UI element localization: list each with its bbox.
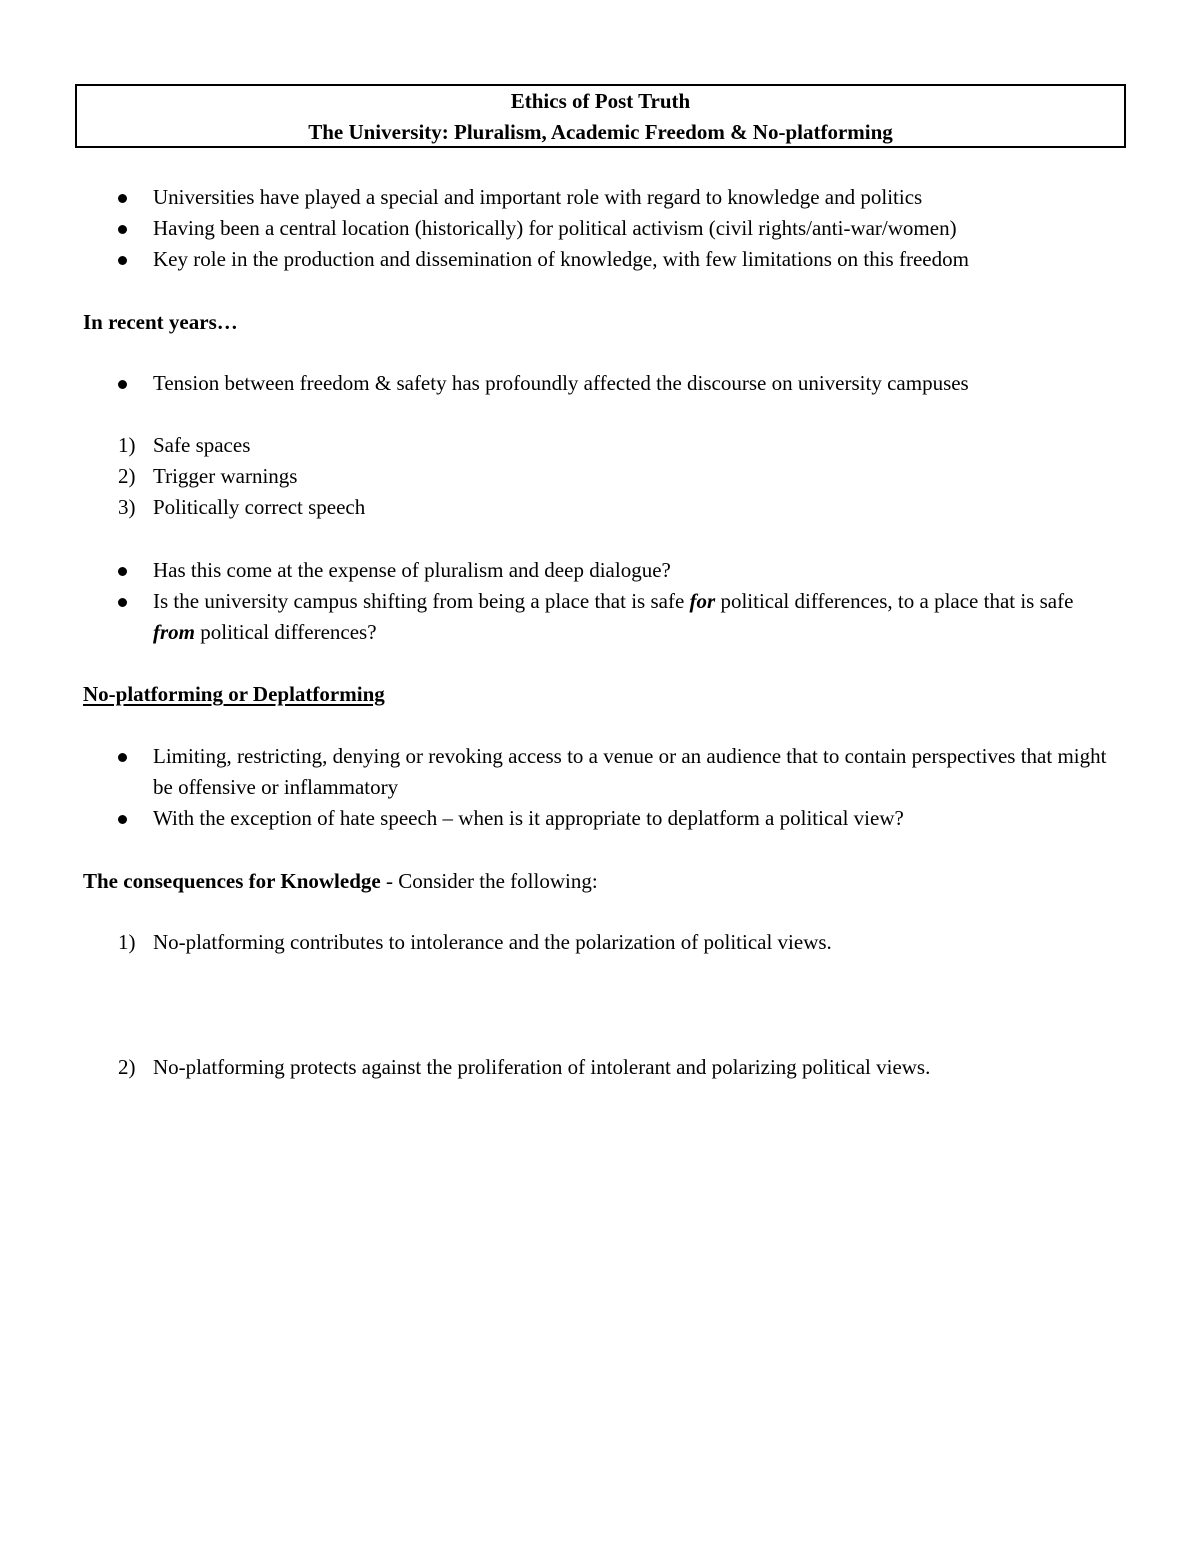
bullet-icon — [118, 225, 127, 234]
list-item: 2) No-platforming protects against the proliferation of intolerant and polarizing political views. — [118, 1055, 931, 1079]
consequences-heading-line — [83, 866, 1113, 897]
recent-numbered-list — [83, 430, 1113, 523]
bullet-icon — [118, 194, 127, 203]
consequence-item-2-block — [83, 1052, 1113, 1083]
list-item: 2) Trigger warnings — [118, 464, 298, 488]
emphasis-from: from — [153, 620, 195, 644]
consequences-heading-block — [83, 866, 1113, 897]
title-box — [75, 84, 1126, 148]
questions-list — [83, 555, 1113, 648]
noplatform-bullet-list — [83, 741, 1113, 834]
bullet-icon — [118, 567, 127, 576]
recent-numbered-block — [83, 430, 1113, 523]
list-item: With the exception of hate speech – when is it appropriate to deplatform a political view? — [83, 803, 1113, 834]
questions-block — [83, 555, 1113, 648]
list-item: Tension between freedom & safety has profoundly affected the discourse on university campuses — [83, 368, 1113, 399]
bullet-icon — [118, 753, 127, 762]
noplatform-heading-block — [83, 679, 1113, 710]
recent-bullet-list — [83, 368, 1113, 399]
noplatform-bullets-block — [83, 741, 1113, 834]
list-item: 1) No-platforming contributes to intolerance and the polarization of political views. — [118, 930, 832, 954]
list-item: Is the university campus shifting from being a place that is safe for political differences, to a place that is safe from political differences? — [83, 586, 1113, 648]
list-item: 3) Politically correct speech — [118, 495, 366, 519]
intro-bullet-list — [83, 182, 1113, 275]
list-item: Universities have played a special and important role with regard to knowledge and politics — [83, 182, 1113, 213]
recent-years-heading: In recent years… — [83, 310, 238, 334]
recent-years-heading-block — [83, 307, 1113, 338]
consequences-heading: The consequences for Knowledge — [83, 869, 381, 893]
document-subtitle: The University: Pluralism, Academic Freedom & No-platforming — [308, 120, 893, 144]
noplatform-heading: No-platforming or Deplatforming — [83, 682, 385, 706]
intro-section — [83, 182, 1113, 275]
emphasis-for: for — [689, 589, 716, 613]
recent-years-bullet-block — [83, 368, 1113, 399]
bullet-icon — [118, 380, 127, 389]
document-title: Ethics of Post Truth — [510, 89, 691, 113]
consequence-list-1 — [83, 927, 1113, 958]
list-item: Limiting, restricting, denying or revoking access to a venue or an audience that to contain perspectives that might be offensive or inflammatory — [83, 741, 1113, 803]
list-item: 1) Safe spaces — [118, 433, 251, 457]
consequence-item-1-block — [83, 927, 1113, 958]
consequences-heading-tail: - Consider the following: — [380, 869, 598, 893]
list-item: Key role in the production and dissemination of knowledge, with few limitations on this freedom — [83, 244, 1113, 275]
list-item: Has this come at the expense of pluralism and deep dialogue? — [83, 555, 1113, 586]
bullet-icon — [118, 815, 127, 824]
bullet-icon — [118, 256, 127, 265]
bullet-icon — [118, 598, 127, 607]
consequence-list-2 — [83, 1052, 1113, 1083]
list-item: Having been a central location (historically) for political activism (civil rights/anti-war/women) — [83, 213, 1113, 244]
